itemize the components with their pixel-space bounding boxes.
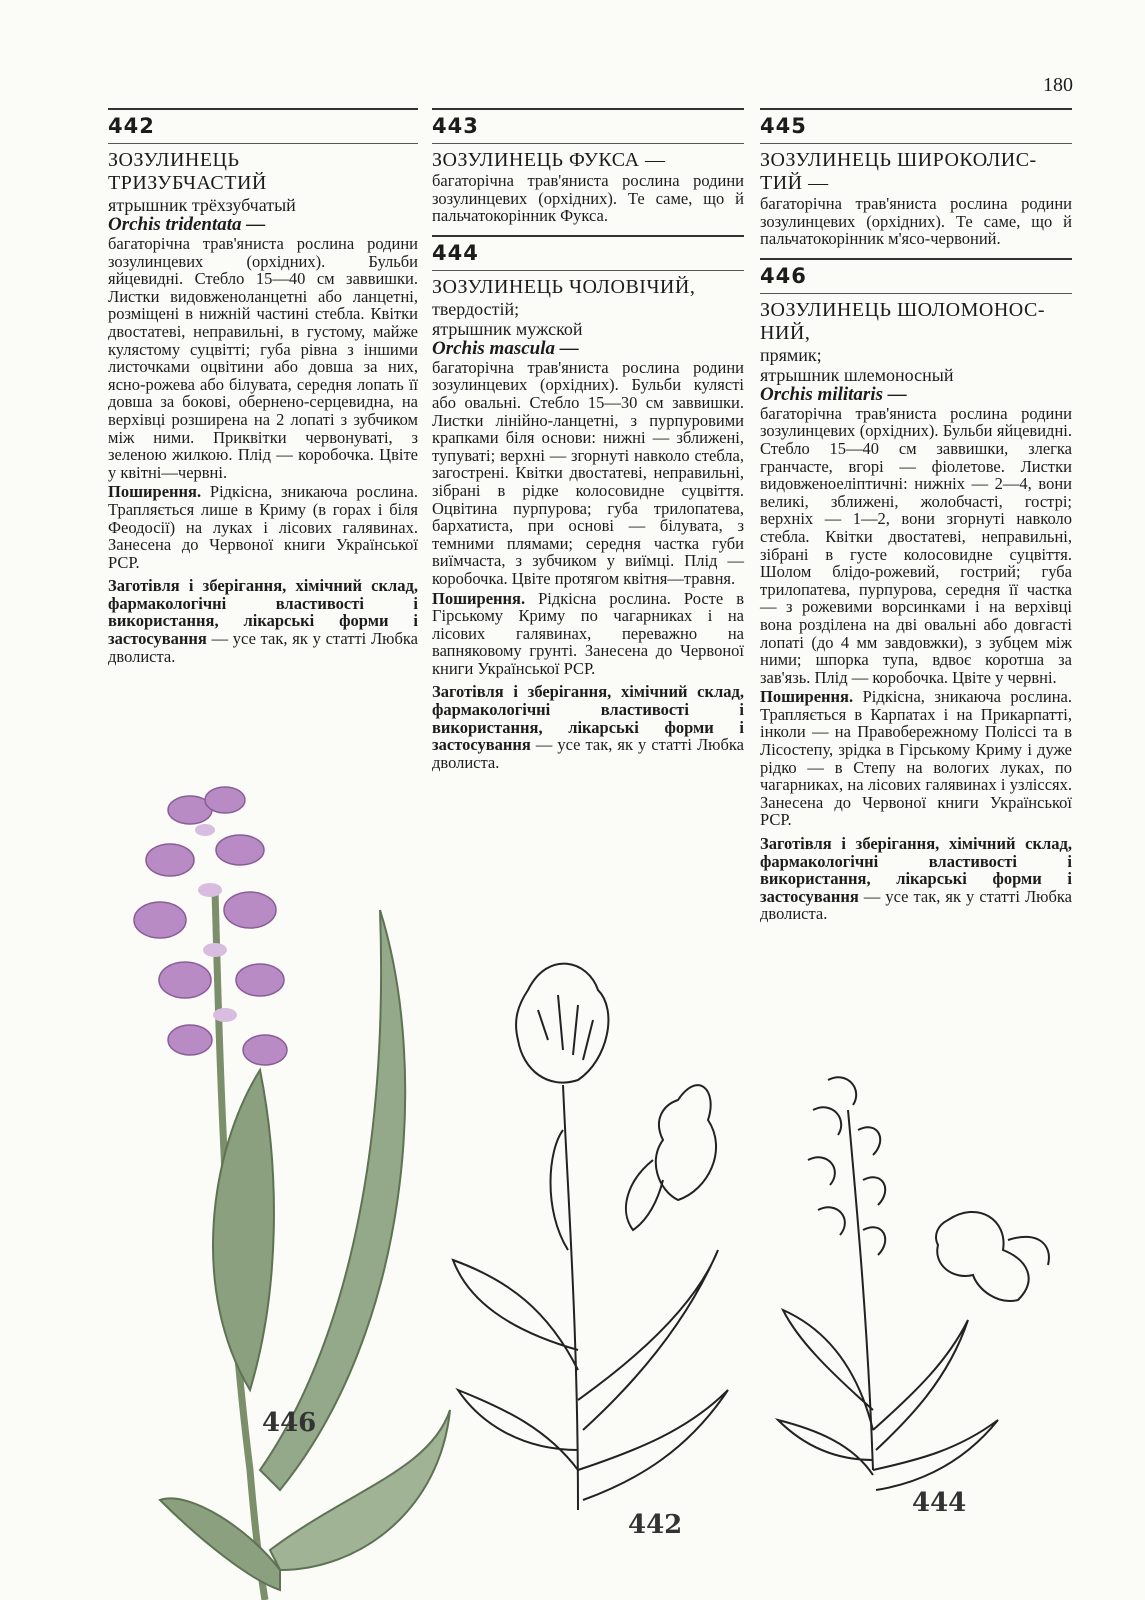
preparation-text: — усе так, як у статті Любка дволиста.	[432, 735, 744, 772]
entry-444	[432, 235, 744, 772]
entry-title: ЗОЗУЛИНЕЦЬ ШИРОКОЛИС-	[760, 149, 1037, 171]
entry-443	[432, 108, 744, 225]
distribution-label: Поширення.	[760, 687, 854, 707]
entry-number: 444	[432, 240, 479, 265]
orchid-line-illustration-right	[768, 1070, 1068, 1550]
entry-title-cont: ТИЙ —	[760, 172, 829, 194]
russian-name: ятрышник шлемоносный	[760, 364, 954, 385]
column-2	[432, 108, 744, 771]
preparation-paragraph	[760, 835, 1072, 923]
entry-title-cont: ТРИЗУБЧАСТИЙ	[108, 172, 267, 194]
distribution-paragraph	[108, 483, 418, 571]
entry-number: 446	[760, 263, 807, 288]
entry-442	[108, 108, 418, 665]
russian-name: ятрышник трёхзубчатый	[108, 195, 296, 215]
entry-description: багаторічна трав'яниста рослина родини зозулинцевих (орхідних). Бульби яйцевидні. Стебло 15—40 см заввишки, злегка гранчасте, вгорі — фіолетове. Листки видовженоеліптичні: нижніх — 2—4, вони великі, зближені, жолобчасті, гострі; верхніх — 1—2, вони згорнуті навколо стебла. Квітки двостатеві, неправильні, зібрані в густе колосовидне суцвіття. Шолом блідо-рожевий, гострий; губа трилопатева, пурпурова, середня її частка — з рожевими ворсинками і на верхівці вона розділена на дві овальні або довгасті лопаті (до 4 мм завдовжки), з зубцем між ними; шпорка тупа, вдвоє коротша за зав'язь. Плід — коробочка. Цвіте у червні.	[760, 403, 1072, 687]
entry-title: ЗОЗУЛИНЕЦЬ ШОЛОМОНОС-	[760, 298, 1045, 321]
entry-description: багаторічна трав'яниста рослина родини зозулинцевих (орхідних). Те саме, що й пальчатокорінник м'ясо-червоний.	[760, 194, 1072, 249]
preparation-text: — усе так, як у статті Любка дволиста.	[760, 886, 1072, 924]
entry-description: багаторічна трав'яниста рослина родини зозулинцевих (орхідних). Бульби кулясті або овальні. Стебло 15—30 см заввишки. Листки лінійно-ланцетні, з пурпуровими крапками біля основи: нижні — зближені, тупуваті; верхні — згорнуті навколо стебла, загострені. Квітки двостатеві, неправильні, зібрані в рідке колосовидне суцвіття. Оцвітина пурпурова; губа трилопатева, бархатиста, при основі — білувата, з темними плямами; середня частка губи виїмчаста, з зубчиком у виїмці. Плід — коробочка. Цвіте протягом квітня—травня.	[432, 357, 744, 588]
distribution-text: Рідкісна рослина. Росте в Гірському Криму по чагарниках і на лісових галявинах, переважно на вапняковому грунті. Занесена до Червоної книги Української РСР.	[432, 588, 745, 678]
distribution-paragraph	[432, 590, 744, 678]
latin-name: Orchis militaris —	[760, 383, 907, 405]
distribution-text: Рідкісна, зникаюча рослина. Трапляється в Карпатах і на Прикарпатті, інколи — на Правобережному Поліссі та в Лісостепу, зрідка в Гірському Криму і дуже рідко — в Степу на вологих луках, по чагарниках, на лісових галявинах і узліссях. Занесена до Червоної книги Української РСР.	[760, 687, 1073, 830]
entry-description: багаторічна трав'яниста рослина родини зозулинцевих (орхідних). Те саме, що й пальчатокорінник Фукса.	[432, 171, 744, 226]
synonym: прямик;	[760, 344, 822, 365]
latin-name: Orchis tridentata —	[108, 214, 266, 235]
entry-number: 445	[760, 114, 807, 138]
entry-description: багаторічна трав'яниста рослина родини зозулинцевих (орхідних). Бульби яйцевидні. Стебло 15—40 см заввишки. Листки видовженоланцетні або ланцетні, розміщені в нижній частині стебла. Квітки двостатеві, неправильні, в густому, майже кулястому суцвітті; губа рівна з іншими листочками оцвітини або довша за них, ясно-рожева або білувата, середня лопать її довша за бокові, обернено-серцевидна, на верхівці розширена на 2 лопаті з зубчиком між ними. Приквітки червонуваті, з зеленою жилкою. Плід — коробочка. Цвіте у квітні—червні.	[108, 234, 418, 482]
column-3	[760, 108, 1072, 923]
preparation-label: Заготівля і зберігання, хімічний склад, фармакологічні властивості і використання, лікарські форми і застосування	[760, 834, 1072, 906]
entry-446	[760, 258, 1072, 923]
entry-number: 443	[432, 114, 479, 138]
distribution-label: Поширення.	[108, 482, 202, 502]
distribution-paragraph	[760, 688, 1072, 829]
orchid-color-illustration	[130, 770, 460, 1600]
synonym: твердостій;	[432, 298, 520, 319]
preparation-text: — усе так, як у статті Любка дволиста.	[108, 629, 418, 666]
preparation-paragraph	[432, 683, 744, 771]
figure-label-442: 442	[628, 1510, 683, 1540]
column-1	[108, 108, 418, 665]
preparation-label: Заготівля і зберігання, хімічний склад, фармакологічні властивості і використання, лікарські форми і застосування	[108, 576, 418, 649]
distribution-text: Рідкісна, зникаюча рослина. Трапляється лише в Криму (в горах і біля Феодосії) на луках і лісових галявинах. Занесена до Червоної книги Української РСР.	[108, 482, 418, 572]
figure-label-446: 446	[262, 1408, 317, 1438]
entry-title-cont: НИЙ,	[760, 321, 811, 344]
latin-name: Orchis mascula —	[432, 337, 579, 359]
distribution-label: Поширення.	[432, 588, 526, 608]
page-number: 180	[1043, 74, 1073, 96]
orchid-line-illustration-middle	[448, 950, 748, 1600]
entry-title: ЗОЗУЛИНЕЦЬ ФУКСА —	[432, 149, 666, 171]
figure-label-444: 444	[912, 1488, 967, 1518]
entry-445	[760, 108, 1072, 248]
entry-number: 442	[108, 114, 155, 138]
entry-title: ЗОЗУЛИНЕЦЬ ЧОЛОВІЧИЙ,	[432, 275, 696, 298]
russian-name: ятрышник мужской	[432, 318, 583, 339]
preparation-label: Заготівля і зберігання, хімічний склад, фармакологічні властивості і використання, лікарські форми і застосування	[432, 682, 744, 755]
entry-title: ЗОЗУЛИНЕЦЬ	[108, 149, 240, 171]
preparation-paragraph	[108, 577, 418, 665]
